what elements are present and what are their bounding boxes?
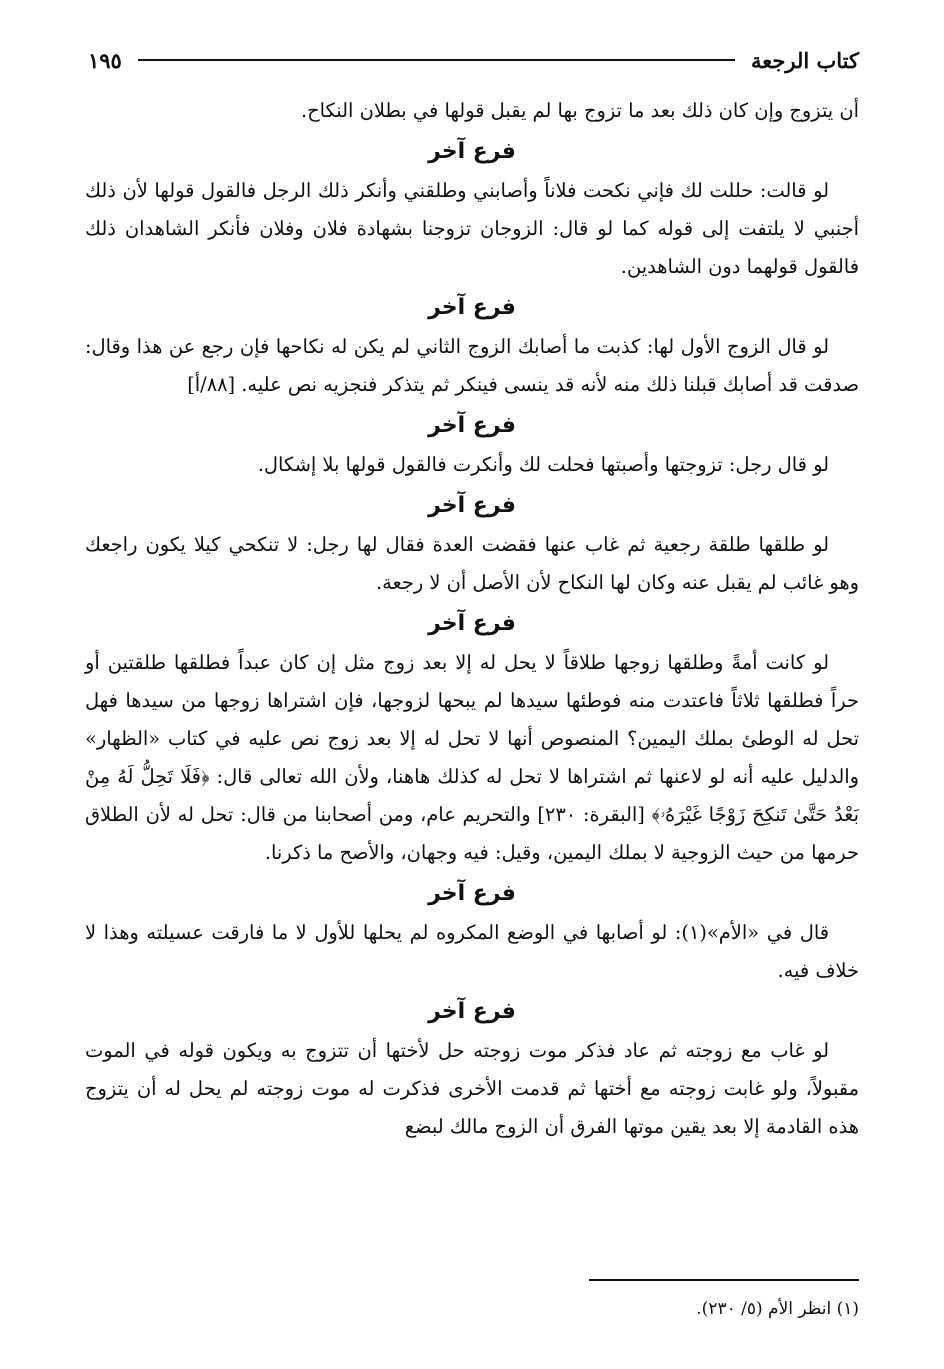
- page-number: ١٩٥: [88, 47, 122, 73]
- paragraph: لو طلقها طلقة رجعية ثم غاب عنها فقضت العدة فقال لها رجل: لا تنكحي كيلا يكون راجعك وهو غائب لم يقبل عنه وكان لها النكاح لأن الأصل أن لا رجعة.: [85, 533, 859, 594]
- running-header: [88, 40, 859, 80]
- section-heading: فرع آخر: [428, 493, 516, 518]
- book-title: كتاب الرجعة: [750, 47, 859, 73]
- paragraph: لو قال رجل: تزوجتها وأصبتها فحلت لك وأنكرت فالقول قولها بلا إشكال.: [257, 453, 829, 476]
- footnote-rule: [589, 1279, 859, 1281]
- paragraph: لو قال الزوج الأول لها: كذبت ما أصابك الزوج الثاني لم يكن له نكاحها فإن رجع عن هذا وقال: صدقت قد أصابك قبلنا ذلك منه لأنه قد ينسى فينكر ثم يتذكر فنجزيه نص عليه. [٨٨/أ]: [85, 335, 859, 396]
- section-heading: فرع آخر: [428, 999, 516, 1024]
- section-heading: فرع آخر: [428, 139, 516, 164]
- paragraph: قال في «الأم»(١): لو أصابها في الوضع المكروه لم يحلها للأول لا ما فارقت عسيلته وهذا لا خلاف فيه.: [85, 921, 859, 982]
- paragraph: لو كانت أمةً وطلقها زوجها طلاقاً لا يحل له إلا بعد زوج مثل إن كان عبداً فطلقها طلقتين أو حراً فطلقها ثلاثاً فاعتدت منه فوطئها سيدها لم يبحها لزوجها، فإن اشتراها زوجها من سيدها فهل تحل له الوطئ بملك اليمين؟ المنصوص أنها لا تحل له إلا بعد زوج نص عليه في كتاب «الظهار» والدليل عليه أنه لو لاعنها ثم اشتراها لا تحل له كذلك هاهنا، ولأن الله تعالى قال: ﴿فَلَا تَحِلُّ لَهُ مِنْ بَعْدُ حَتَّىٰ تَنكِحَ زَوْجًا غَيْرَهُۥ﴾ [البقرة: ٢٣٠] والتحريم عام، ومن أصحابنا من قال: تحل له لأن الطلاق حرمها من حيث الزوجية لا بملك اليمين، وقيل: فيه وجهان، والأصح ما ذكرنا.: [85, 651, 859, 864]
- section-heading: فرع آخر: [428, 611, 516, 636]
- page-body: [85, 92, 859, 1146]
- footnote: (١) انظر الأم (٥/ ٢٣٠).: [696, 1299, 859, 1319]
- paragraph: لو قالت: حللت لك فإني نكحت فلاناً وأصابني وطلقني وأنكر ذلك الرجل فالقول قولها لأن ذلك أجنبي لا يلتفت إلى قوله كما لو قال: الزوجان تزوجنا بشهادة فلان وفلان فأنكر الشاهدان ذلك فالقول قولهما دون الشاهدين.: [85, 179, 859, 278]
- paragraph-continuation: أن يتزوج وإن كان ذلك بعد ما تزوج بها لم يقبل قولها في بطلان النكاح.: [300, 99, 859, 122]
- section-heading: فرع آخر: [428, 881, 516, 906]
- header-rule: [138, 59, 735, 61]
- section-heading: فرع آخر: [428, 413, 516, 438]
- section-heading: فرع آخر: [428, 295, 516, 320]
- paragraph: لو غاب مع زوجته ثم عاد فذكر موت زوجته حل لأختها أن تتزوج به ويكون قوله في الموت مقبولاً، ولو غابت زوجته مع أختها ثم قدمت الأخرى فذكرت له موت زوجته لم يحل له أن يتزوج هذه القادمة إلا بعد يقين موتها الفرق أن الزوج مالك لبضع: [85, 1039, 859, 1138]
